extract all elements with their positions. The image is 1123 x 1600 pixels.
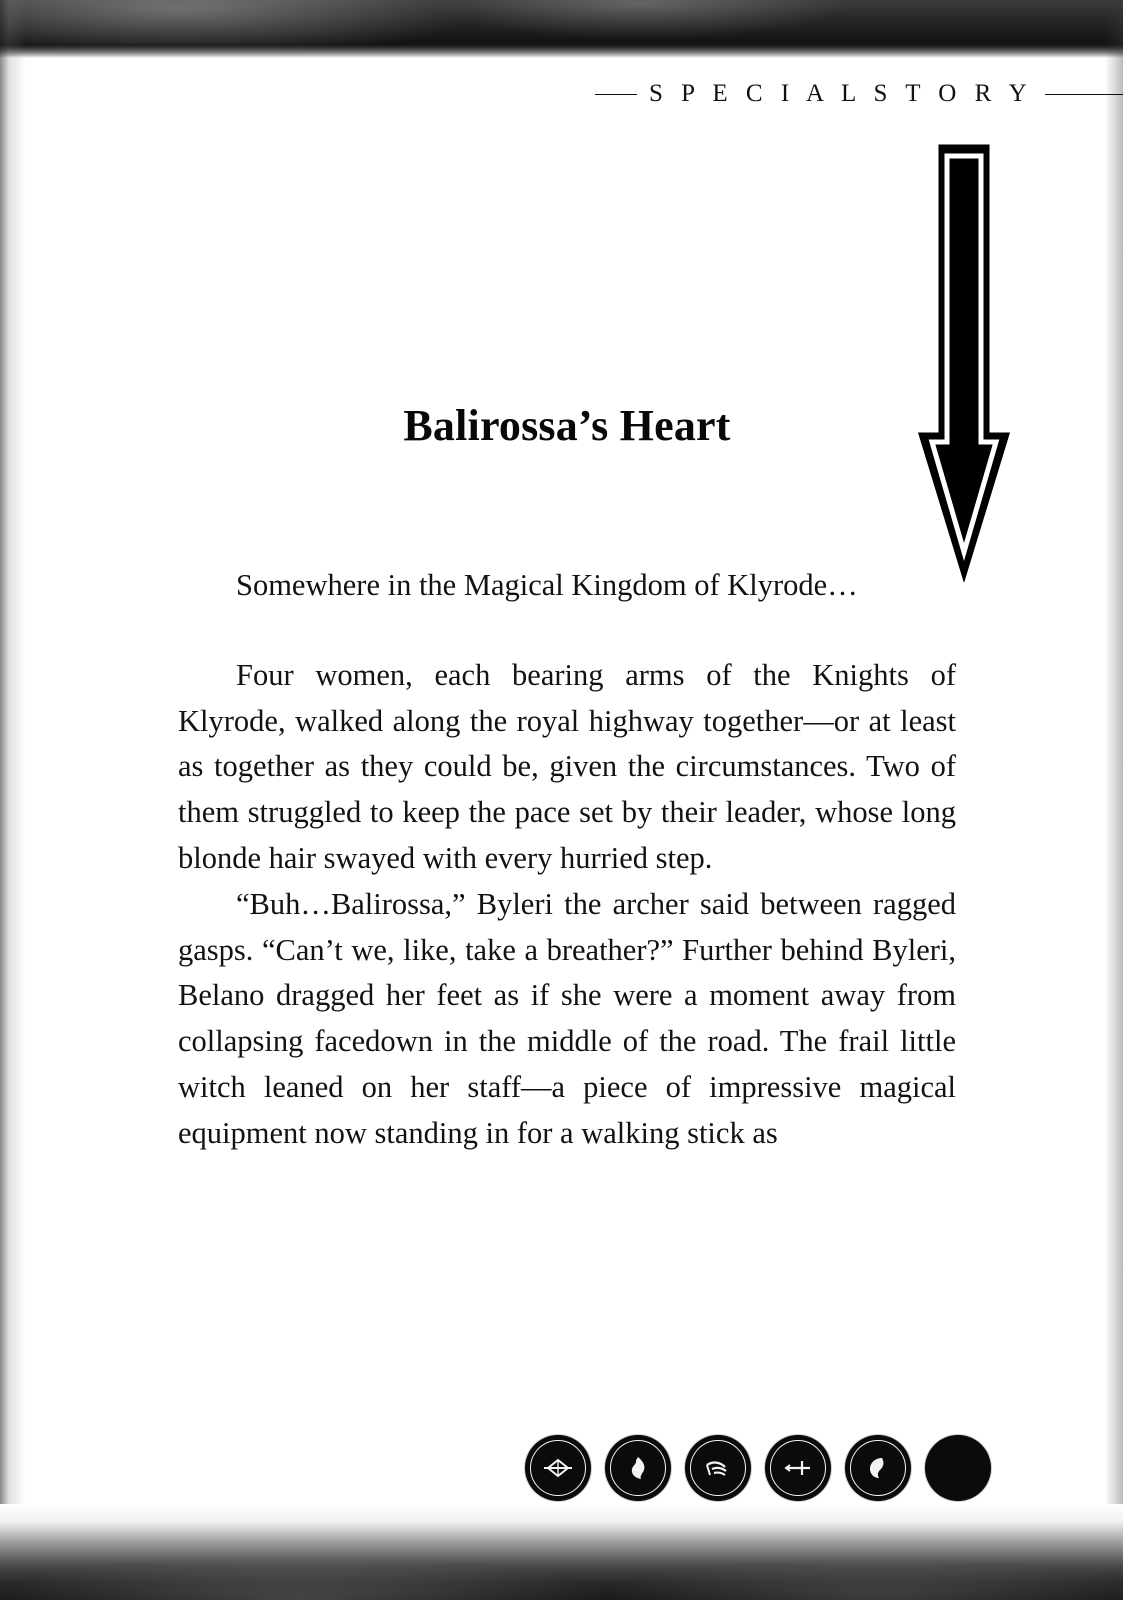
emblem-flame-icon <box>605 1435 671 1501</box>
running-head-rule-left <box>595 94 637 95</box>
page-title: Balirossa’s Heart <box>403 401 731 450</box>
scan-edge-right <box>1105 0 1123 1600</box>
emblem-wing-icon <box>685 1435 751 1501</box>
paragraph-2: Four women, each bearing arms of the Knights of Klyrode, walked along the royal highway together—or at least as together as they could be, given the circumstances. Two of them struggled to keep the pace set by their leader, whose long blonde hair swayed with every hurried step. <box>178 657 956 875</box>
emblem-profile-icon <box>845 1435 911 1501</box>
running-head-label: S P E C I A L S T O R Y <box>649 80 1033 107</box>
scan-edge-bottom <box>0 1504 1123 1600</box>
running-head <box>595 74 1123 114</box>
scan-edge-left <box>0 0 26 1600</box>
story-content <box>178 400 956 1157</box>
emblem-bow-icon <box>525 1435 591 1501</box>
paragraph-1: Somewhere in the Magical Kingdom of Klyrode… <box>236 568 858 602</box>
emblem-blank-icon <box>925 1435 991 1501</box>
paragraph-3: “Buh…Balirossa,” Byleri the archer said between ragged gasps. “Can’t we, like, take a breather?” Further behind Byleri, Belano dragged her feet as if she were a moment away from collapsing facedown in the middle of the road. The frail little witch leaned on her staff—a piece of impressive magical equipment now standing in for a walking stick as <box>178 886 956 1150</box>
footer-emblem-row <box>525 1432 1015 1504</box>
scan-edge-top <box>0 0 1123 58</box>
running-head-rule-right <box>1045 94 1123 95</box>
emblem-sword-icon <box>765 1435 831 1501</box>
